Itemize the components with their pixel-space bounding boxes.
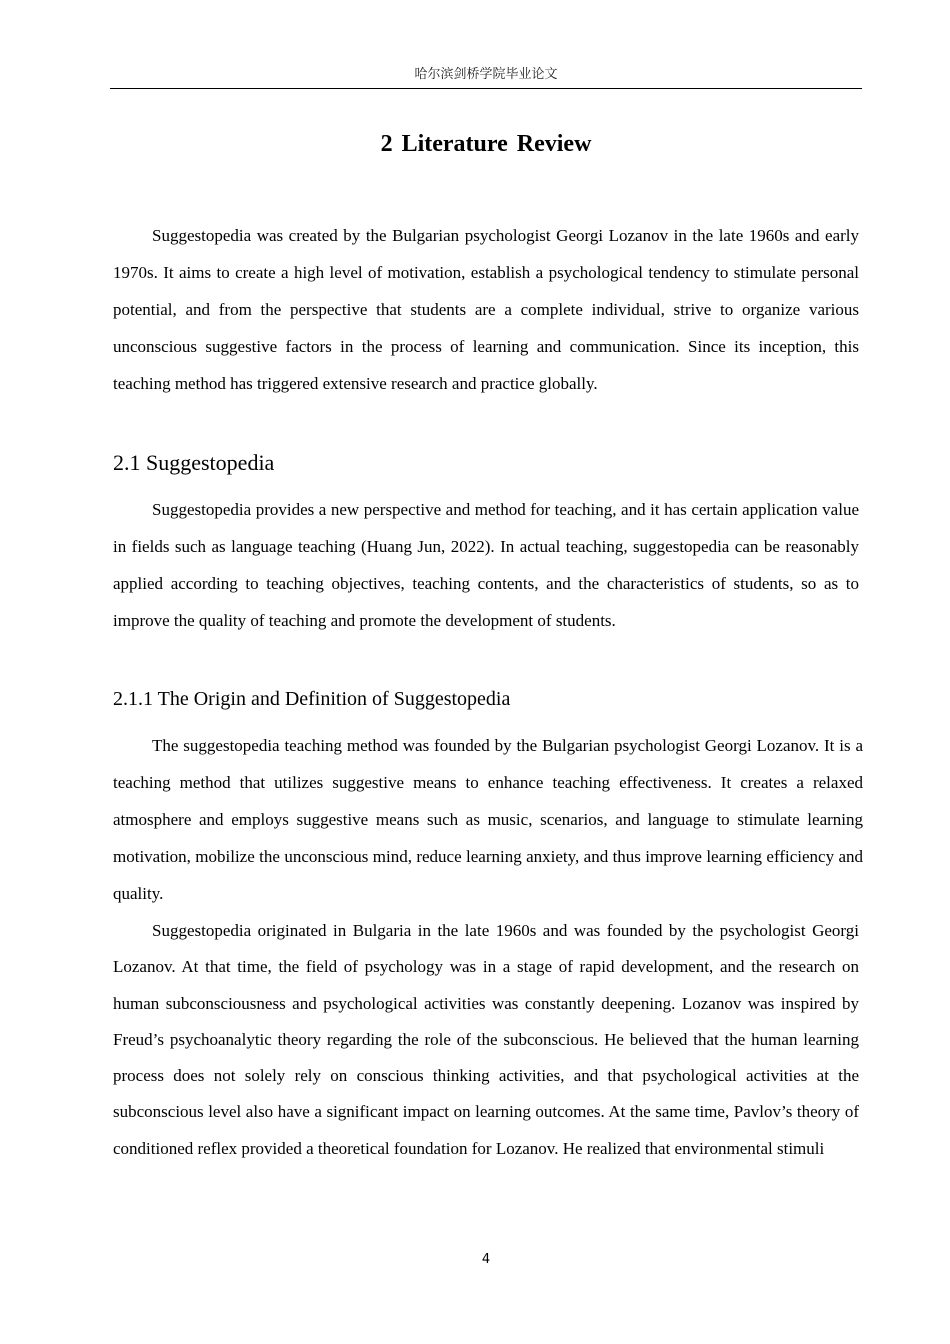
subsection-paragraph-2: Suggestopedia originated in Bulgaria in the late 1960s and was founded by the psychologist Georgi Lozanov. At that time, the field of psychology was in a stage of rapid development, and the research on human subconsciousness and psychological activities was constantly deepening. Lozanov was inspired by Freud’s psychoanalytic theory regarding the role of the subconscious. He believed that the human learning process does not solely rely on conscious thinking activities, and that psychological activities at the subconscious level also have a significant impact on learning outcomes. At the same time, Pavlov’s theory of conditioned reflex provided a theoretical foundation for Lozanov. He realized that environmental stimuli xyxy=(113,921,859,1158)
intro-paragraph: Suggestopedia was created by the Bulgarian psychologist Georgi Lozanov in the late 1960s and early 1970s. It aims to create a high level of motivation, establish a psychological tendency to stimulate personal potential, and from the perspective that students are a complete individual, strive to organize various unconscious suggestive factors in the process of learning and communication. Since its inception, this teaching method has triggered extensive research and practice globally. xyxy=(113,226,859,393)
header-divider xyxy=(110,88,862,89)
subsection-paragraph-1: The suggestopedia teaching method was founded by the Bulgarian psychologist Georgi Lozanov. It is a teaching method that utilizes suggestive means to enhance teaching effectiveness. It creates a relaxed atmosphere and employs suggestive means such as music, scenarios, and language to stimulate learning motivation, mobilize the unconscious mind, reduce learning anxiety, and thus improve learning efficiency and quality. xyxy=(113,736,863,903)
section-heading-2-1: 2.1 Suggestopedia xyxy=(113,450,275,475)
subsection-heading-2-1-1: 2.1.1 The Origin and Definition of Suggestopedia xyxy=(113,688,511,710)
chapter-title: 2 Literature Review xyxy=(380,131,592,157)
section-2-1-paragraph: Suggestopedia provides a new perspective and method for teaching, and it has certain application value in fields such as language teaching (Huang Jun, 2022). In actual teaching, suggestopedia can be reasonably applied according to teaching objectives, teaching contents, and the characteristics of students, so as to improve the quality of teaching and promote the development of students. xyxy=(113,500,859,630)
running-header: 哈尔滨剑桥学院毕业论文 xyxy=(414,67,558,82)
page-number: 4 xyxy=(481,1252,491,1267)
